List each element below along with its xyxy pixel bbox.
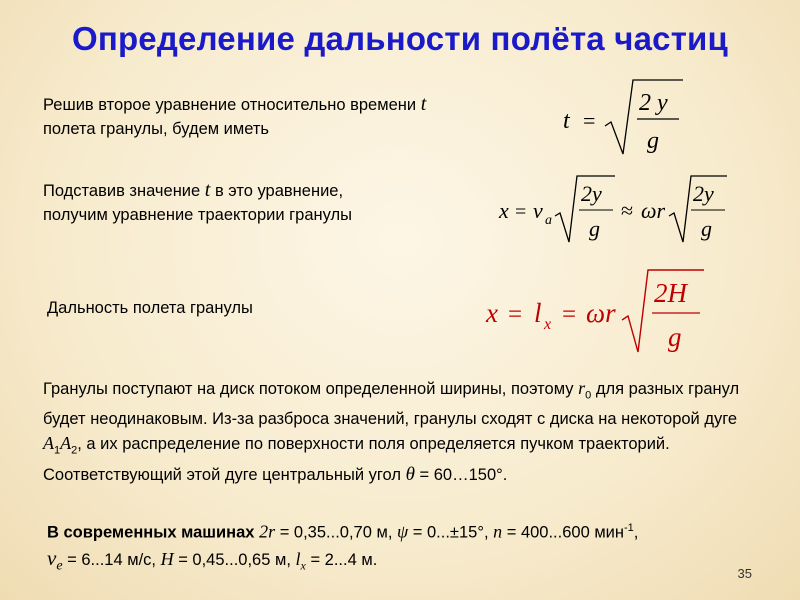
f2-v: v xyxy=(533,198,543,223)
page-title: Определение дальности полёта частиц xyxy=(71,20,729,57)
f2-x: x xyxy=(499,198,509,223)
formula-trajectory xyxy=(495,170,735,250)
para-part1: Гранулы поступают на диск потоком определенной ширины, поэтому xyxy=(43,380,574,398)
para-part2: для разных гранул будет неодинаковым. Из-за разброса значений, гранулы сходят с диска на некоторой дуге xyxy=(43,380,740,429)
var-r0-sub: 0 xyxy=(585,389,592,402)
f1-den: g xyxy=(647,128,659,154)
f2-num2: 2y xyxy=(693,181,714,206)
var-r0: r xyxy=(578,378,586,398)
f1-num: 2 y xyxy=(639,90,668,116)
f2-den2: g xyxy=(701,216,712,241)
para-part4: = 60…150°. xyxy=(419,465,508,484)
var-a2-sub: 2 xyxy=(71,444,78,457)
granules-paragraph xyxy=(43,376,755,487)
block3-text: Дальность полета гранулы xyxy=(47,299,253,317)
f2-den: g xyxy=(589,216,600,241)
var-v: v xyxy=(47,545,57,570)
block2-line1b: в это уравнение, xyxy=(214,182,344,200)
block2-var-t: t xyxy=(204,179,211,201)
f3-num: 2H xyxy=(654,278,687,308)
var-theta: θ xyxy=(405,463,415,485)
bottom-bold: В современных машинах xyxy=(47,523,255,542)
var-a1-sub: 1 xyxy=(54,444,61,457)
modern-machines-block xyxy=(47,516,767,578)
f3-sub: x xyxy=(544,316,552,333)
var-l-sub: x xyxy=(300,557,306,572)
f3-wr: ωr xyxy=(586,298,616,328)
n-comma: , xyxy=(633,523,639,542)
f3-x: x xyxy=(486,298,498,328)
n-range: = 400...600 мин xyxy=(506,523,625,542)
para-part3: , а их распределение по поверхности поля определяется пучком траекторий. Соответствующий этой дуге центральный угол xyxy=(43,435,670,484)
n-exp: -1 xyxy=(624,522,634,534)
f2-num: 2y xyxy=(581,181,602,206)
formula-range xyxy=(482,262,712,362)
var-v-sub: e xyxy=(56,557,63,573)
l-range: = 2...4 м. xyxy=(310,550,378,569)
f2-sub: a xyxy=(545,213,552,228)
f2-wr: ωr xyxy=(641,198,666,223)
f3-eq2: = xyxy=(562,301,577,328)
r-range: = 0,35...0,70 м, xyxy=(279,523,393,542)
f1-lhs: t xyxy=(563,108,570,134)
var-H: H xyxy=(160,548,174,569)
block2-text xyxy=(43,178,352,227)
formula-time xyxy=(555,74,695,160)
var-psi: ψ xyxy=(397,521,409,542)
page-number: 35 xyxy=(737,566,752,581)
var-a2: A xyxy=(60,433,72,454)
v-range: = 6...14 м/с, xyxy=(67,550,156,569)
var-a1: A xyxy=(43,433,54,454)
f1-eq: = xyxy=(583,108,596,133)
f2-approx: ≈ xyxy=(621,198,634,223)
var-2r: 2r xyxy=(259,521,276,542)
f2-eq: = xyxy=(515,201,527,223)
block1-line1: Решив второе уравнение относительно времени xyxy=(43,96,417,114)
var-n: n xyxy=(493,521,503,542)
f3-l: l xyxy=(534,298,542,328)
f3-den: g xyxy=(668,322,682,352)
var-l: l xyxy=(295,548,301,569)
block1-var-t: t xyxy=(420,93,427,115)
psi-range: = 0...±15°, xyxy=(412,523,489,542)
block1-line2: полета гранулы, будем иметь xyxy=(43,120,270,138)
block2-line2: получим уравнение траектории гранулы xyxy=(43,206,353,224)
block2-line1a: Подставив значение xyxy=(43,182,201,200)
f3-eq: = xyxy=(508,301,523,328)
H-range: = 0,45...0,65 м, xyxy=(178,550,291,569)
block1-text xyxy=(43,92,426,141)
